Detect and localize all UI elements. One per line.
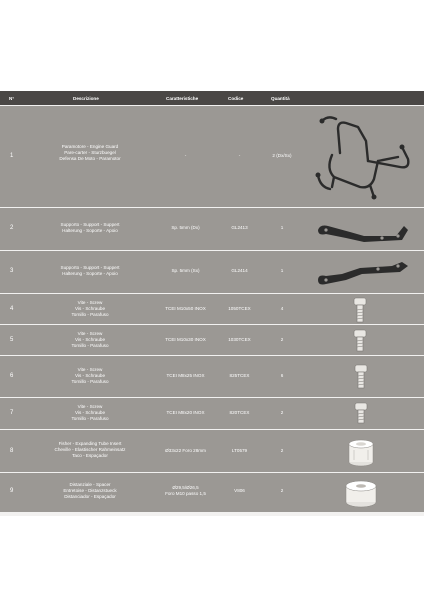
header-num: N° [9,95,15,101]
expanding-insert-icon [346,436,376,468]
car-line: Sp. 5mm (Sx) [171,268,200,273]
desc-line: Halterung - Soporte - Apoio [62,271,118,276]
car-line: - [184,153,187,158]
table-row [0,430,424,472]
desc-line: Pare-carter - Sturzbuegel [64,150,116,155]
desc-line: Halterung - Soporte - Apoio [62,228,118,233]
table-header [0,91,424,105]
row-quantity: 2 [280,410,284,415]
desc-line: Defensa De Moto - Paramotor [59,156,121,161]
row-quantity: 1 [280,225,284,230]
row-characteristics [148,268,223,274]
row-quantity: 4 [280,306,284,311]
row-characteristics [148,410,223,416]
row-quantity: 6 [280,373,284,378]
desc-line: Distanziale - Spacer [69,482,111,487]
header-codice: Codice [228,95,244,101]
row-characteristics [148,225,223,231]
screw-icon [350,297,370,323]
row-description [35,222,145,234]
car-line: TCEI M8x25 INOX [166,373,205,378]
desc-line: Vite - Screw [77,331,103,336]
desc-line: Tornillo - Parafuso [71,312,109,317]
spacer-icon [344,476,378,510]
car-line: Sp. 5mm (Dx) [171,225,200,230]
header-caratteristiche: Caratteristiche [166,95,199,101]
table-row [0,251,424,293]
screw-icon [352,364,370,390]
row-code: 1050TCEX [228,306,251,311]
table-row [0,294,424,324]
row-description [35,404,145,422]
desc-line: Cheville - Elastischer Rahmeinsatz [54,447,126,452]
header-quantita: Quantità [271,95,290,101]
row-description [35,482,145,500]
row-number: 7 [10,410,14,416]
row-number: 3 [10,268,14,274]
car-line: TCEI M10x50 INOX [165,306,206,311]
desc-line: Vis - Schraube [74,373,106,378]
header-descrizione: Descrizione [73,95,99,101]
desc-line: Vite - Screw [77,404,103,409]
desc-line: Supporto - Support - Suppert [60,222,120,227]
table-row [0,208,424,250]
row-description [35,441,145,459]
row-number: 4 [10,306,14,312]
engine-guard-icon [312,111,412,203]
screw-icon [352,402,370,426]
desc-line: Tornillo - Parafuso [71,343,109,348]
desc-line: Tornillo - Parafuso [71,379,109,384]
row-characteristics [148,153,223,159]
row-quantity: 2 [280,448,284,453]
row-quantity: 2 [280,488,284,493]
row-characteristics [148,485,223,497]
row-characteristics [148,306,223,312]
row-number: 6 [10,373,14,379]
row-code: - [238,153,241,158]
row-characteristics [148,448,223,454]
desc-line: Vite - Screw [77,367,103,372]
row-description [35,367,145,385]
desc-line: Tornillo - Parafuso [71,416,109,421]
row-description [35,265,145,277]
row-number: 2 [10,225,14,231]
row-description [35,331,145,349]
row-code: GL2414 [231,268,248,273]
row-characteristics [148,373,223,379]
desc-line: Vis - Schraube [74,306,106,311]
row-code: 820TCEX [229,410,250,415]
table-row [0,356,424,397]
row-number: 9 [10,488,14,494]
row-number: 8 [10,448,14,454]
car-line: TCEI M10x30 INOX [165,337,206,342]
desc-line: Entretoise - Distanzstueck [63,488,117,493]
desc-line: Fisher - Expanding Tube Insert [58,441,122,446]
table-row [0,106,424,207]
row-number: 5 [10,337,14,343]
support-bracket-icon [312,258,412,286]
row-code: GL2413 [231,225,248,230]
row-characteristics [148,337,223,343]
row-quantity: 1 [280,268,284,273]
row-code: V806 [234,488,245,493]
row-quantity: 2 [280,337,284,342]
car-line: Ø33x22 Foro 28mm [165,448,206,453]
desc-line: Supporto - Support - Suppert [60,265,120,270]
row-description [35,144,145,162]
row-code: 825TCEX [229,373,250,378]
desc-line: Taco - Espaçador [72,453,108,458]
row-code: 1030TCEX [228,337,251,342]
desc-line: Distanciador - Espaçador [64,494,116,499]
car-line: Ø29,5/Ø26,5 [172,485,199,490]
table-row [0,325,424,355]
table-row [0,473,424,512]
row-number: 1 [10,153,14,159]
table-row [0,398,424,429]
desc-line: Vis - Schraube [74,337,106,342]
car-line: TCEI M8x20 INOX [166,410,205,415]
screw-icon [350,329,370,353]
car-line: Foro M10 passo 1,5 [165,491,206,496]
desc-line: Vis - Schraube [74,410,106,415]
desc-line: Paramotore - Engine Guard [61,144,119,149]
row-description [35,300,145,318]
row-quantity: 2 (Dx/Sx) [272,153,292,158]
support-bracket-icon [312,216,412,244]
desc-line: Vite - Screw [77,300,103,305]
row-code: LT0579 [231,448,248,453]
